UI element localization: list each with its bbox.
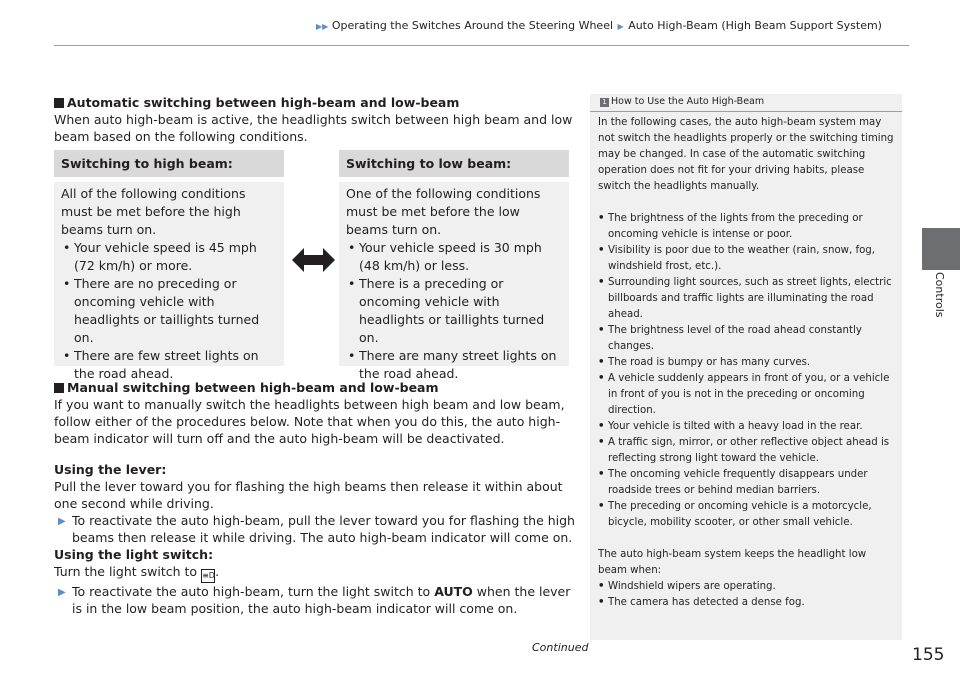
section-manual-switching bbox=[54, 379, 579, 617]
arrow-icon: ▶ bbox=[58, 587, 66, 598]
arrow-icon: ▶ bbox=[58, 516, 66, 527]
low-beam-intro: One of the following conditions must be met before the low beams turn on. bbox=[346, 186, 541, 237]
list-item: • Your vehicle speed is 30 mph (48 km/h) or less. bbox=[346, 239, 563, 275]
lever-heading: Using the lever: bbox=[54, 462, 167, 477]
switch-body: Turn the light switch to ≡D. bbox=[54, 563, 579, 583]
list-item: • Your vehicle is tilted with a heavy load in the rear. bbox=[598, 419, 898, 435]
sidebar-keeps-list bbox=[598, 579, 898, 611]
list-item: • Visibility is poor due to the weather (rain, snow, fog, windshield frost, etc.). bbox=[598, 243, 898, 275]
section-body: If you want to manually switch the headlights between high beam and low beam, follow either of the procedures below. Note that when you do this, the auto high-beam indicator will turn off and the auto high-beam will be deactivated. bbox=[54, 397, 565, 446]
high-beam-intro: All of the following conditions must be met before the high beams turn on. bbox=[61, 186, 246, 237]
list-item: • The preceding or oncoming vehicle is a motorcycle, bicycle, mobility scooter, or other small vehicle. bbox=[598, 499, 898, 531]
list-item: • A traffic sign, mirror, or other reflective object ahead is reflecting strong light toward the vehicle. bbox=[598, 435, 898, 467]
low-beam-header: Switching to low beam: bbox=[339, 150, 569, 177]
list-item: • The brightness level of the road ahead constantly changes. bbox=[598, 323, 898, 355]
sidebar-keeps-intro: The auto high-beam system keeps the headlight low beam when: bbox=[598, 549, 867, 576]
list-item: • A vehicle suddenly appears in front of you, or a vehicle in front of you is not in the preceding or oncoming direction. bbox=[598, 371, 898, 419]
switch-heading: Using the light switch: bbox=[54, 547, 214, 562]
section-intro: When auto high-beam is active, the headlights switch between high beam and low beam based on the following conditions. bbox=[54, 112, 573, 144]
breadcrumb bbox=[316, 19, 882, 32]
sidebar-list bbox=[598, 211, 898, 531]
list-item: • The brightness of the lights from the preceding or oncoming vehicle is intense or poor. bbox=[598, 211, 898, 243]
lever-note: ▶ To reactivate the auto high-beam, pull the lever toward you for flashing the high beams then release it while driving. The auto high-beam indicator will come on. bbox=[58, 513, 575, 545]
breadcrumb-item[interactable]: Operating the Switches Around the Steering Wheel bbox=[331, 19, 614, 32]
switch-note: ▶ To reactivate the auto high-beam, turn the light switch to AUTO when the lever is in the low beam position, the auto high-beam indicator will come on. bbox=[58, 584, 571, 616]
list-item: • The road is bumpy or has many curves. bbox=[598, 355, 898, 371]
lever-body: Pull the lever toward you for flashing the high beams then release it within about one second while driving. bbox=[54, 479, 563, 511]
high-beam-conditions bbox=[54, 182, 284, 381]
section-automatic-switching bbox=[54, 94, 579, 145]
continued-label: Continued bbox=[532, 641, 589, 654]
sidebar-rule bbox=[590, 111, 902, 112]
reference-icon: 1 bbox=[600, 98, 609, 107]
breadcrumb-arrow-icon: ▶ bbox=[617, 22, 624, 31]
header-rule bbox=[54, 45, 909, 46]
list-item: • Windshield wipers are operating. bbox=[598, 579, 898, 595]
list-item: • The camera has detected a dense fog. bbox=[598, 595, 898, 611]
square-bullet-icon bbox=[54, 383, 64, 393]
low-beam-conditions bbox=[339, 182, 569, 381]
double-arrow-icon bbox=[292, 247, 335, 273]
chapter-tab[interactable] bbox=[922, 228, 960, 270]
square-bullet-icon bbox=[54, 98, 64, 108]
chapter-label: Controls bbox=[933, 272, 946, 318]
list-item: • There is a preceding or oncoming vehicle with headlights or taillights turned on. bbox=[346, 275, 563, 347]
sidebar-intro: In the following cases, the auto high-beam system may not switch the headlights properly or the switching timing may be changed. In case of the automatic switching operation does not fit for your driving habits, please switch the headlights manually. bbox=[598, 117, 894, 192]
high-beam-header: Switching to high beam: bbox=[54, 150, 284, 177]
section-title: Automatic switching between high-beam and low-beam bbox=[54, 94, 579, 111]
list-item: • There are few street lights on the road ahead. bbox=[61, 347, 278, 383]
list-item: • There are no preceding or oncoming vehicle with headlights or taillights turned on. bbox=[61, 275, 278, 347]
breadcrumb-arrow-icon: ▶▶ bbox=[316, 22, 329, 31]
section-title: Manual switching between high-beam and low-beam bbox=[54, 379, 579, 396]
page-number: 155 bbox=[912, 645, 945, 665]
high-beam-icon: ≡D bbox=[201, 569, 215, 583]
list-item: • There are many street lights on the road ahead. bbox=[346, 347, 563, 383]
list-item: • The oncoming vehicle frequently disappears under roadside trees or behind median barriers. bbox=[598, 467, 898, 499]
list-item: • Surrounding light sources, such as street lights, electric billboards and traffic lights are illuminating the road ahead. bbox=[598, 275, 898, 323]
sidebar-note-body bbox=[598, 115, 898, 611]
sidebar-note-title: 1 How to Use the Auto High-Beam bbox=[600, 96, 764, 107]
list-item: • Your vehicle speed is 45 mph (72 km/h) or more. bbox=[61, 239, 278, 275]
breadcrumb-item[interactable]: Auto High-Beam (High Beam Support System) bbox=[628, 19, 882, 32]
